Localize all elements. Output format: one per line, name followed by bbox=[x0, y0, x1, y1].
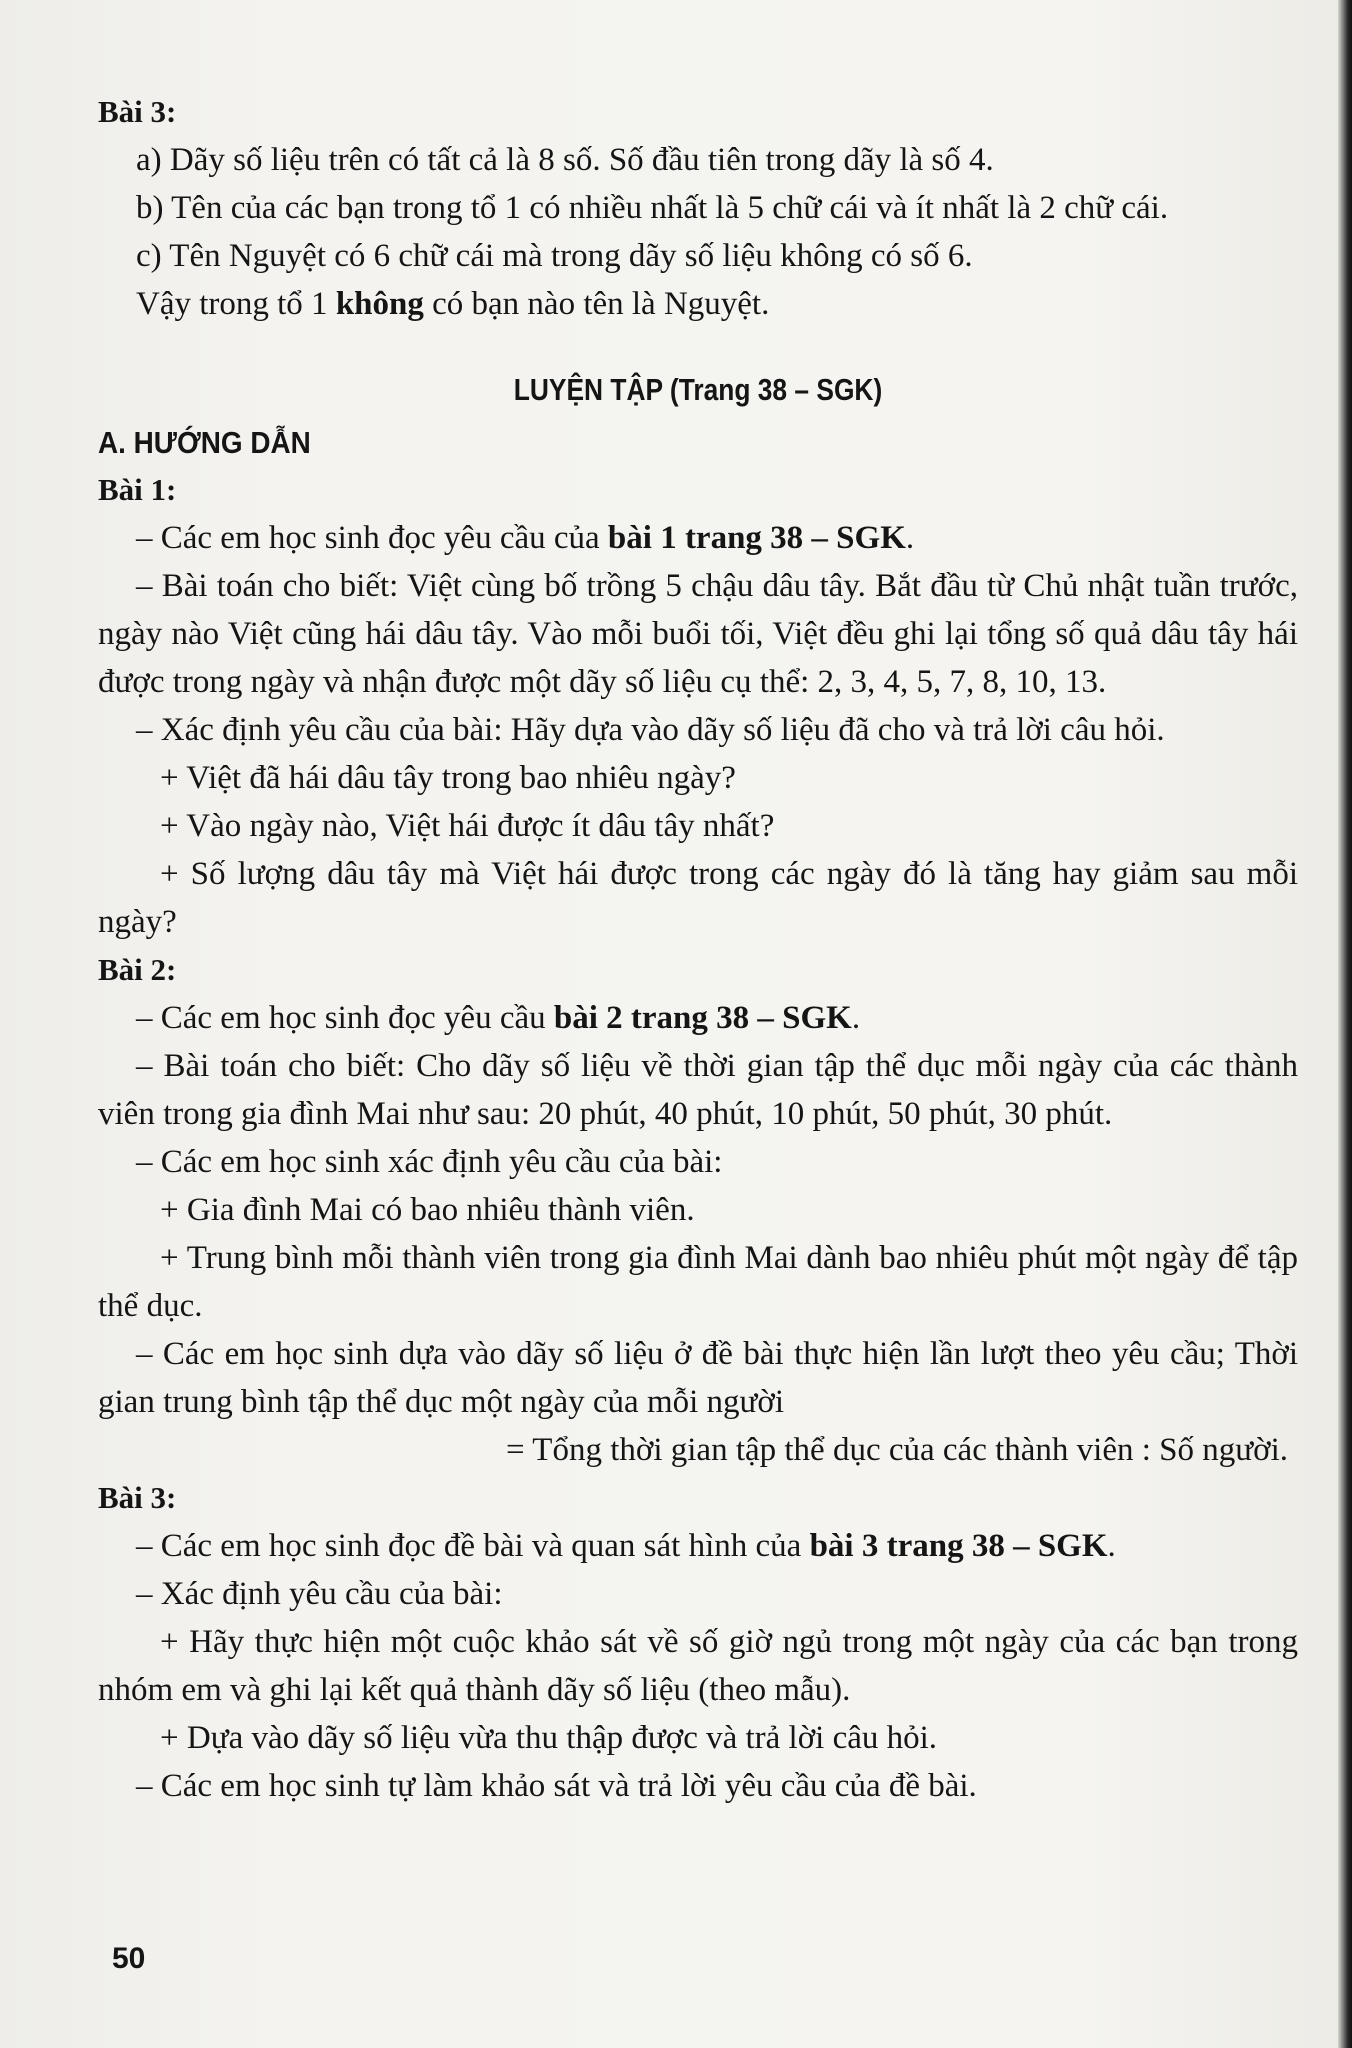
page-number: 50 bbox=[112, 1942, 146, 1975]
bai2-question-1: + Gia đình Mai có bao nhiêu thành viên. bbox=[160, 1192, 695, 1228]
bai3-question-1: + Hãy thực hiện một cuộc khảo sát về số giờ ngủ trong một ngày của các bạn trong nhóm em và ghi lại kết quả thành dãy số liệu (theo mẫu). bbox=[98, 1624, 1298, 1708]
bold-khong: không bbox=[335, 286, 424, 322]
bai2-requirement: – Các em học sinh xác định yêu cầu của bài: bbox=[136, 1144, 723, 1180]
answer-conclusion: Vậy trong tổ 1 không có bạn nào tên là Nguyệt. bbox=[136, 286, 770, 322]
bai3-label: Bài 3: bbox=[98, 1480, 177, 1515]
bai1-question-1: + Việt đã hái dâu tây trong bao nhiêu ngày? bbox=[160, 760, 736, 796]
page-edge-shadow bbox=[1338, 0, 1352, 2048]
bai1-question-3: + Số lượng dâu tây mà Việt hái được trong các ngày đó là tăng hay giảm sau mỗi ngày? bbox=[98, 856, 1298, 940]
bai3-question-2: + Dựa vào dãy số liệu vừa thu thập được và trả lời câu hỏi. bbox=[160, 1720, 938, 1756]
bai2-given: – Bài toán cho biết: Cho dãy số liệu về thời gian tập thể dục mỗi ngày của các thành viên trong gia đình Mai như sau: 20 phút, 40 phút, 10 phút, 50 phút, 30 phút. bbox=[98, 1048, 1298, 1132]
bai1-label: Bài 1: bbox=[98, 472, 177, 507]
bai1-given: – Bài toán cho biết: Việt cùng bố trồng 5 chậu dâu tây. Bắt đầu từ Chủ nhật tuần trước, ngày nào Việt cũng hái dâu tây. Vào mỗi buổi tối, Việt đều ghi lại tổng số quả dâu tây hái được trong ngày và nhận được một dãy số liệu cụ thể: 2, 3, 4, 5, 7, 8, 10, 13. bbox=[98, 568, 1298, 700]
bai1-question-2: + Vào ngày nào, Việt hái được ít dâu tây nhất? bbox=[160, 808, 775, 844]
answer-a: a) Dãy số liệu trên có tất cả là 8 số. Số đầu tiên trong dãy là số 4. bbox=[136, 142, 994, 178]
answer-c: c) Tên Nguyệt có 6 chữ cái mà trong dãy số liệu không có số 6. bbox=[136, 238, 973, 274]
bai3-read: – Các em học sinh đọc đề bài và quan sát hình của bài 3 trang 38 – SGK. bbox=[136, 1528, 1116, 1564]
page-content bbox=[98, 88, 1298, 1810]
bai3-top-label: Bài 3: bbox=[98, 94, 177, 129]
bai3-instruction: – Các em học sinh tự làm khảo sát và trả lời yêu cầu của đề bài. bbox=[136, 1768, 977, 1804]
bai1-requirement: – Xác định yêu cầu của bài: Hãy dựa vào dãy số liệu đã cho và trả lời câu hỏi. bbox=[136, 712, 1165, 748]
page-title: LUYỆN TẬP (Trang 38 – SGK) bbox=[513, 372, 883, 407]
bai3-requirement: – Xác định yêu cầu của bài: bbox=[136, 1576, 503, 1612]
bai1-read: – Các em học sinh đọc yêu cầu của bài 1 trang 38 – SGK. bbox=[136, 520, 915, 556]
bai2-formula: = Tổng thời gian tập thể dục của các thành viên : Số người. bbox=[506, 1432, 1288, 1468]
answer-b: b) Tên của các bạn trong tổ 1 có nhiều nhất là 5 chữ cái và ít nhất là 2 chữ cái. bbox=[136, 190, 1169, 226]
bai2-read: – Các em học sinh đọc yêu cầu bài 2 trang 38 – SGK. bbox=[136, 1000, 861, 1036]
bai2-instruction: – Các em học sinh dựa vào dãy số liệu ở đề bài thực hiện lần lượt theo yêu cầu; Thời gian trung bình tập thể dục một ngày của mỗi người bbox=[98, 1336, 1298, 1420]
bai2-question-2: + Trung bình mỗi thành viên trong gia đình Mai dành bao nhiêu phút một ngày để tập thể dục. bbox=[98, 1240, 1298, 1324]
section-heading: A. HƯỚNG DẪN bbox=[98, 425, 311, 460]
bai2-label: Bài 2: bbox=[98, 952, 177, 987]
